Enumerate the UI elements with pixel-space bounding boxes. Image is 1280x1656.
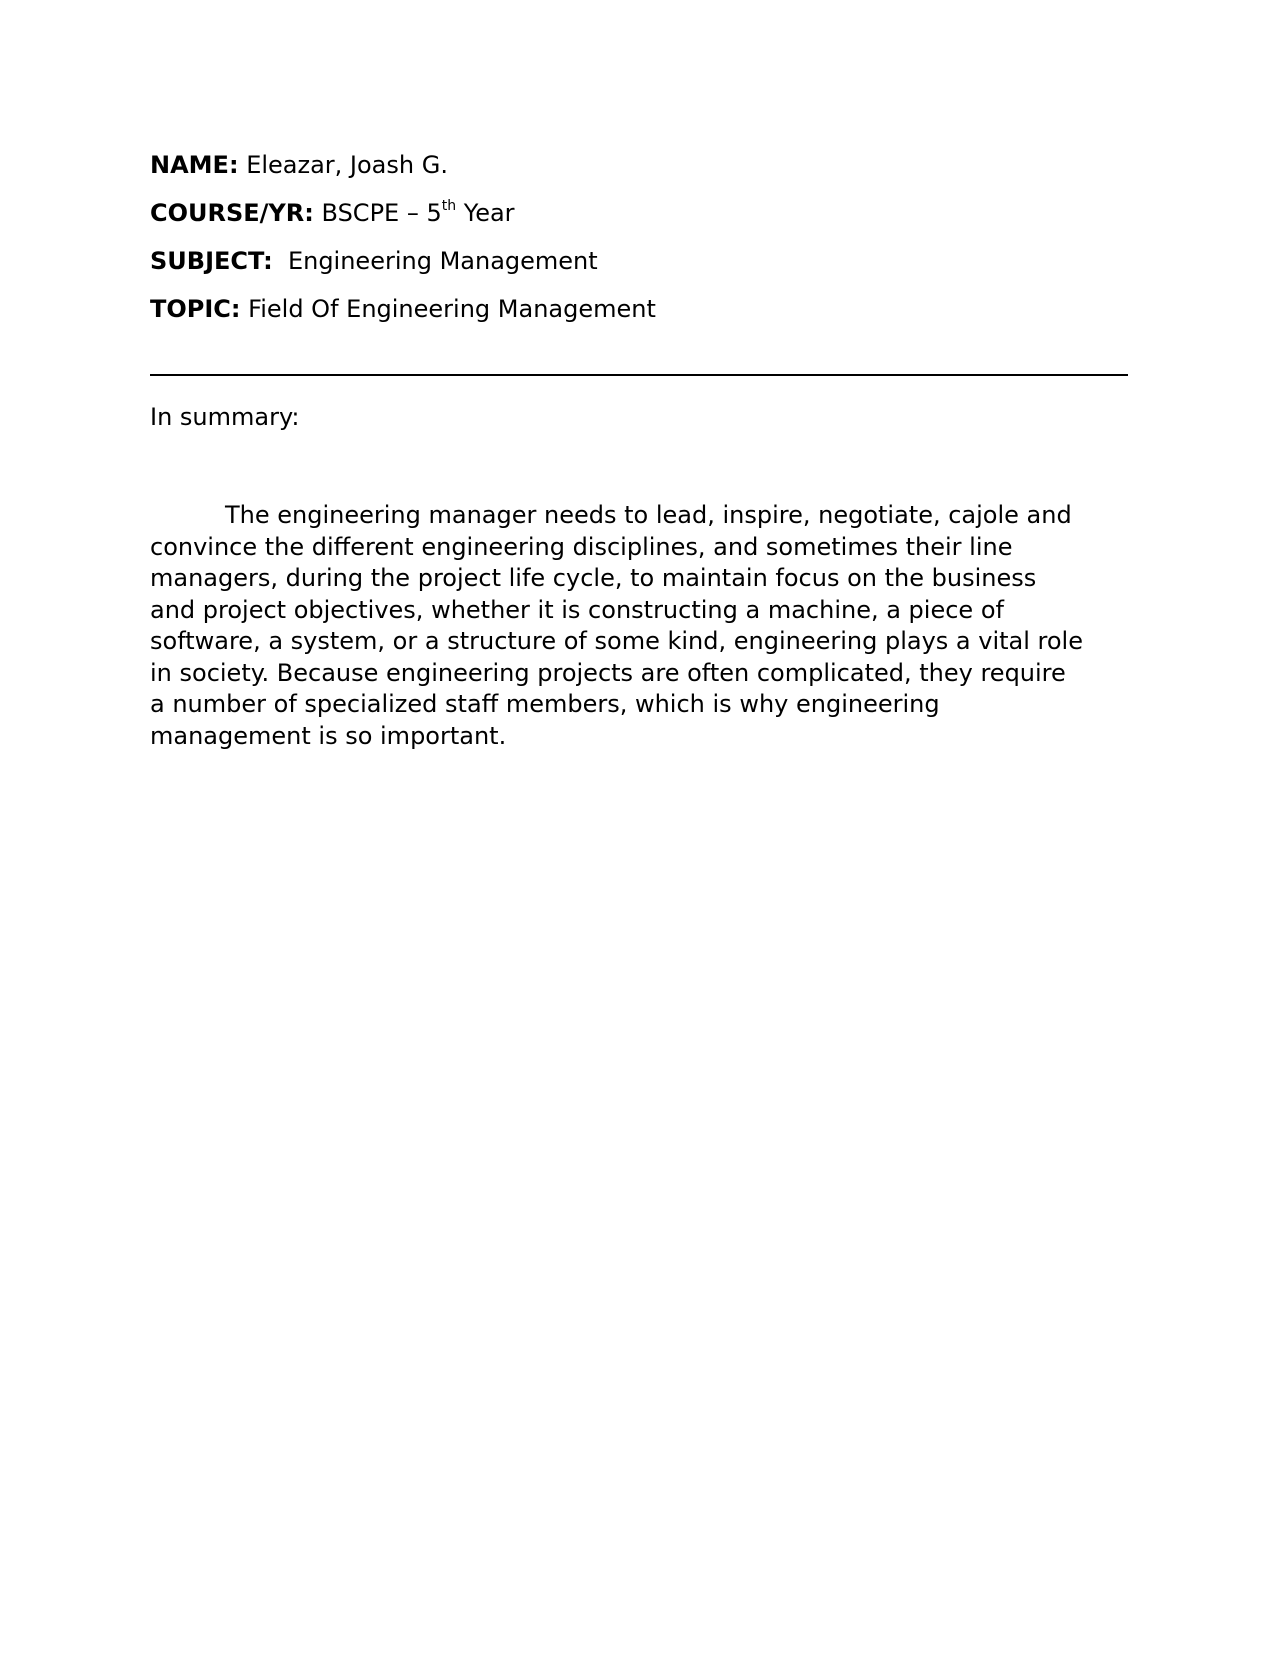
paragraph-line: a number of specialized staff members, which is why engineering: [150, 690, 940, 718]
topic-field: [150, 294, 656, 324]
paragraph-line: software, a system, or a structure of some kind, engineering plays a vital role: [150, 627, 1083, 655]
name-field: [150, 150, 448, 180]
topic-label: TOPIC:: [150, 295, 241, 323]
paragraph-line: managers, during the project life cycle, to maintain focus on the business: [150, 564, 1037, 592]
subject-field: [150, 246, 598, 276]
course-value-suffix: Year: [456, 199, 515, 227]
summary-paragraph: [150, 500, 1135, 752]
paragraph-line: and project objectives, whether it is constructing a machine, a piece of: [150, 595, 1004, 624]
course-label: COURSE/YR:: [150, 199, 314, 227]
paragraph-line: in society. Because engineering projects are often complicated, they require: [150, 658, 1066, 687]
subject-label: SUBJECT:: [150, 247, 273, 275]
course-value: [322, 199, 515, 227]
paragraph-line: management is so important.: [150, 721, 507, 750]
name-label: NAME:: [150, 151, 239, 179]
paragraph-line: The engineering manager needs to lead, inspire, negotiate, cajole and: [225, 501, 1072, 529]
course-field: [150, 198, 515, 228]
name-value: Eleazar, Joash G.: [246, 151, 448, 179]
course-value-prefix: BSCPE – 5: [321, 199, 442, 227]
topic-value: Field Of Engineering Management: [248, 295, 656, 323]
course-value-superscript: th: [441, 198, 457, 214]
paragraph-line: convince the different engineering disciplines, and sometimes their line: [150, 532, 1013, 561]
subject-value: Engineering Management: [287, 247, 598, 275]
summary-label: In summary:: [150, 403, 300, 431]
horizontal-divider: [150, 374, 1128, 376]
